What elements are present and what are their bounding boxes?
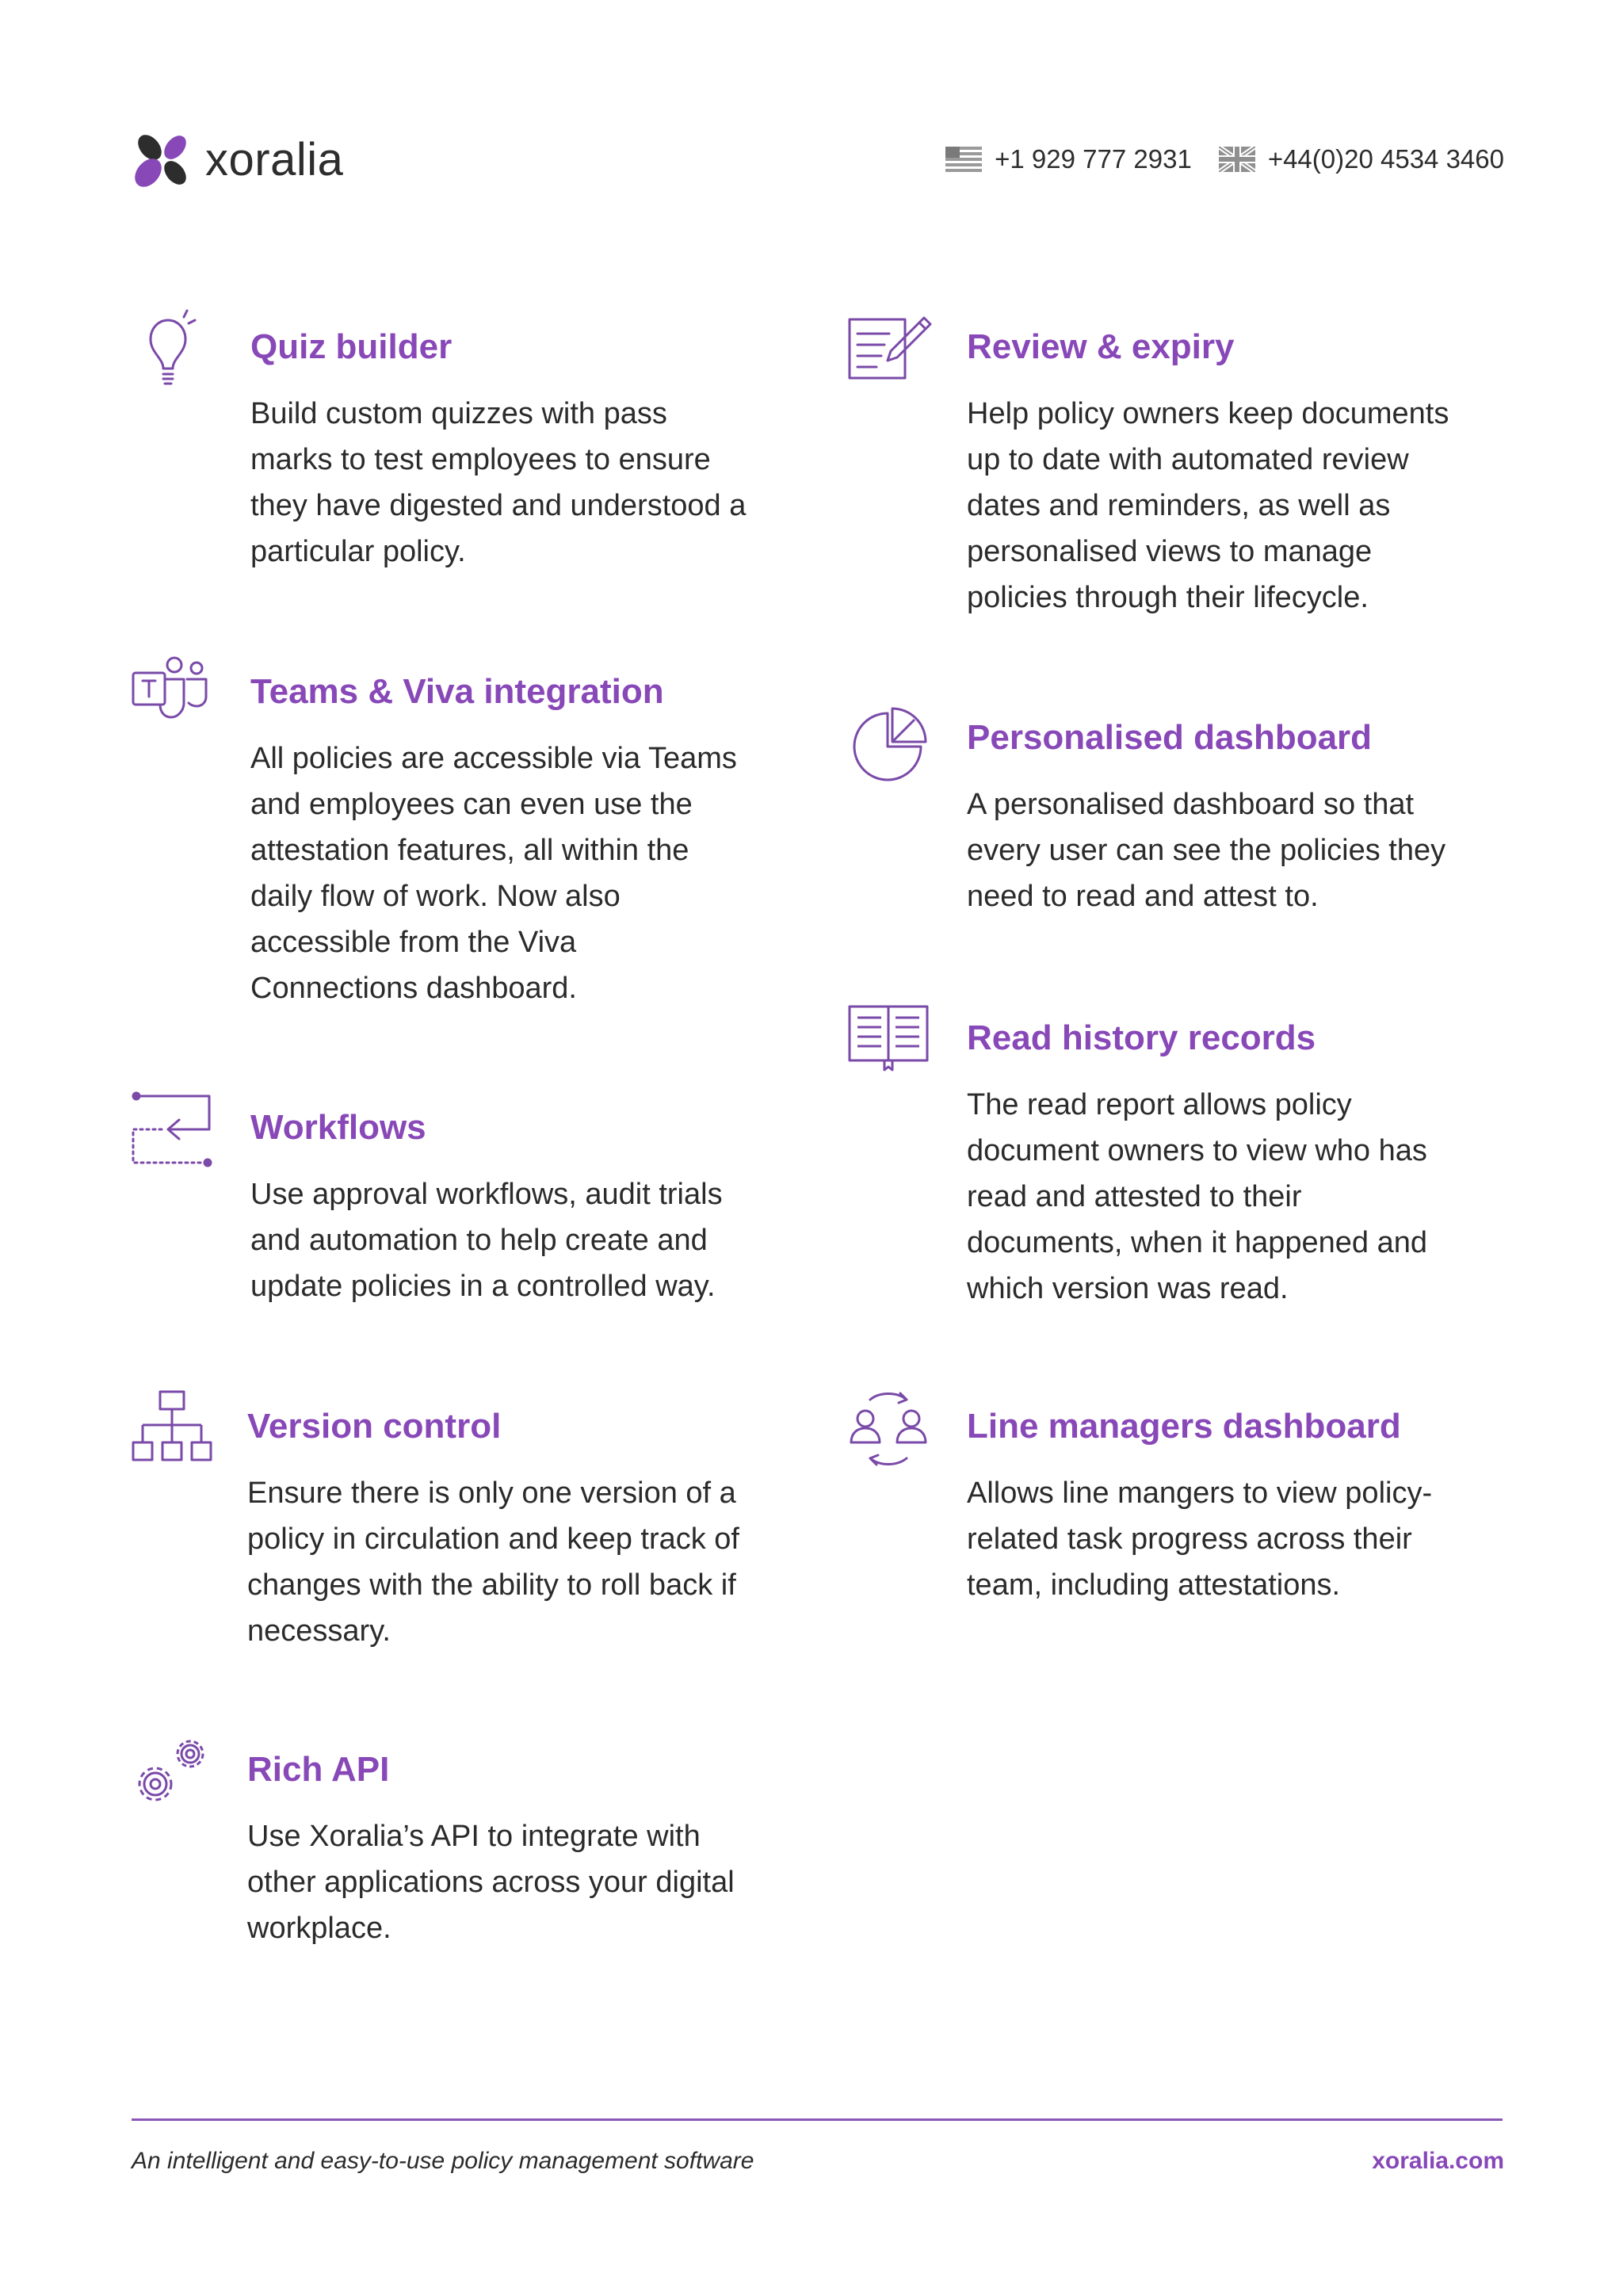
feature-description: The read report allows policy document owners to view who has read and attested to their documents, when it happened and which version was read. [967,1087,1427,1305]
feature-version-control [132,1389,829,1674]
feature-workflows [132,1090,829,1328]
phone-us-number: +1 929 777 2931 [995,144,1192,174]
feature-review-expiry [848,313,1545,646]
feature-teams-viva [132,654,829,1034]
feature-description: Use Xoralia’s API to integrate with other applications across your digital workplace. [247,1819,735,1945]
feature-title: Review & expiry [967,327,1235,366]
feature-description: A personalised dashboard so that every user can see the policies they need to read and attest to. [967,787,1446,913]
feature-title: Read history records [967,1018,1316,1057]
feature-read-history [848,1000,1545,1333]
feature-description: Use approval workflows, audit trials and automation to help create and update policies in a controlled way. [250,1177,723,1303]
pie-chart-icon [848,697,935,785]
feature-rich-api [132,1732,829,1969]
gears-icon [132,1732,219,1819]
feature-title: Teams & Viva integration [250,672,664,711]
lightbulb-icon [132,309,219,396]
hierarchy-icon [132,1389,219,1476]
feature-description: Build custom quizzes with pass marks to test employees to ensure they have digested and understood a particular policy. [250,396,747,568]
feature-line-managers [848,1389,1545,1626]
contact-numbers [945,144,1504,174]
feature-title: Workflows [250,1108,426,1147]
workflow-icon [132,1090,219,1177]
phone-uk-number: +44(0)20 4534 3460 [1267,144,1504,174]
open-book-icon [848,1000,935,1087]
us-flag-icon [945,147,982,172]
feature-title: Version control [247,1407,502,1446]
feature-title: Quiz builder [250,327,453,366]
feature-description: Ensure there is only one version of a policy in circulation and keep track of changes with the ability to roll back if necessary. [247,1476,739,1648]
phone-us[interactable] [945,144,1192,174]
users-cycle-icon [848,1389,935,1476]
footer-divider [132,2118,1503,2121]
feature-title: Personalised dashboard [967,718,1373,757]
feature-title: Line managers dashboard [967,1407,1401,1446]
document-pen-icon [848,313,935,400]
feature-personalised-dashboard [848,697,1545,935]
uk-flag-icon [1219,147,1255,172]
footer-website-link[interactable]: xoralia.com [1372,2148,1504,2174]
footer-tagline: An intelligent and easy-to-use policy management software [132,2148,754,2174]
feature-description: Help policy owners keep documents up to date with automated review dates and reminders, as well as personalised views to manage policies through their lifecycle. [967,396,1449,614]
brand-logo[interactable] [131,128,343,192]
phone-uk[interactable] [1219,144,1504,174]
feature-description: All policies are accessible via Teams and employees can even use the attestation features, all within the daily flow of work. Now also accessible from the Viva Connections dashboard. [250,741,737,1005]
feature-title: Rich API [247,1750,390,1789]
feature-description: Allows line mangers to view policy- related task progress across their team, including attestations. [967,1476,1433,1602]
feature-quiz-builder [132,309,829,594]
teams-icon [132,654,219,741]
brand-name: xoralia [205,134,344,185]
xoralia-logo-icon [131,128,194,192]
